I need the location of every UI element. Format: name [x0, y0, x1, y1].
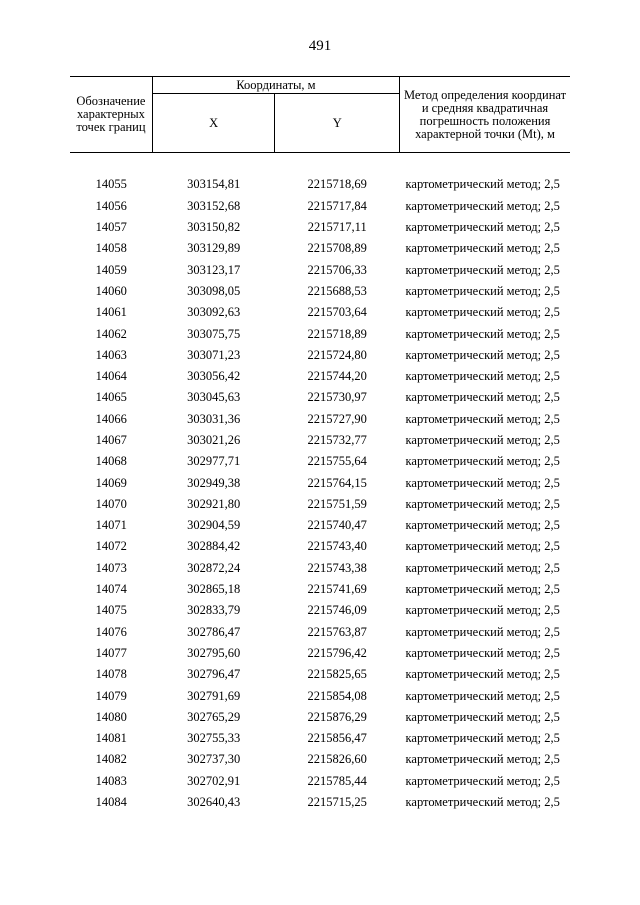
cell-y: 2215740,47 [307, 518, 367, 533]
cell-point: 14070 [95, 496, 127, 511]
cell-x: 303129,89 [187, 241, 241, 256]
table-row [70, 366, 570, 387]
table-row [70, 302, 570, 323]
cell-x: 303045,63 [187, 390, 241, 405]
cell-x: 303031,36 [187, 411, 241, 426]
table-row [70, 536, 570, 557]
cell-point: 14064 [95, 369, 127, 384]
header-coords-group: Координаты, м [152, 77, 399, 94]
cell-x: 303123,17 [187, 262, 241, 277]
cell-point: 14075 [95, 603, 127, 618]
cell-x: 303152,68 [187, 198, 241, 213]
cell-method: картометрический метод; 2,5 [405, 773, 560, 788]
cell-method: картометрический метод; 2,5 [405, 688, 560, 703]
table-row [70, 259, 570, 280]
table-row [70, 196, 570, 217]
cell-x: 302640,43 [187, 795, 241, 810]
cell-y: 2215718,69 [307, 177, 367, 192]
table-row [70, 387, 570, 408]
cell-point: 14062 [95, 326, 127, 341]
cell-x: 303154,81 [187, 177, 241, 192]
cell-point: 14079 [95, 688, 127, 703]
cell-y: 2215717,11 [307, 220, 367, 235]
cell-method: картометрический метод; 2,5 [405, 709, 560, 724]
table-row [70, 579, 570, 600]
cell-method: картометрический метод; 2,5 [405, 560, 560, 575]
header-x: X [152, 94, 275, 153]
cell-y: 2215876,29 [307, 709, 367, 724]
cell-method: картометрический метод; 2,5 [405, 731, 560, 746]
table-row [70, 664, 570, 685]
cell-method: картометрический метод; 2,5 [405, 667, 560, 682]
cell-x: 302755,33 [187, 731, 241, 746]
cell-y: 2215706,33 [307, 262, 367, 277]
cell-x: 303150,82 [187, 220, 241, 235]
cell-x: 302833,79 [187, 603, 241, 618]
cell-y: 2215826,60 [307, 752, 367, 767]
cell-y: 2215744,20 [307, 369, 367, 384]
cell-method: картометрический метод; 2,5 [405, 411, 560, 426]
table-row [70, 749, 570, 770]
cell-method: картометрический метод; 2,5 [405, 241, 560, 256]
cell-point: 14056 [95, 198, 127, 213]
cell-x: 303056,42 [187, 369, 241, 384]
cell-point: 14066 [95, 411, 127, 426]
cell-method: картометрический метод; 2,5 [405, 369, 560, 384]
cell-point: 14057 [95, 220, 127, 235]
header-y: Y [275, 94, 400, 153]
table-row [70, 217, 570, 238]
cell-point: 14077 [95, 645, 127, 660]
cell-point: 14076 [95, 624, 127, 639]
table-body [70, 153, 570, 814]
cell-method: картометрический метод; 2,5 [405, 624, 560, 639]
cell-x: 303021,26 [187, 433, 241, 447]
table-row [70, 472, 570, 493]
table-row [70, 558, 570, 579]
cell-method: картометрический метод; 2,5 [405, 326, 560, 341]
cell-y: 2215764,15 [307, 475, 367, 490]
table-row [70, 728, 570, 749]
cell-point: 14067 [95, 433, 127, 447]
cell-x: 302786,47 [187, 624, 241, 639]
cell-x: 302921,80 [187, 496, 241, 511]
cell-x: 302737,30 [187, 752, 241, 767]
table-row [70, 600, 570, 621]
cell-method: картометрический метод; 2,5 [405, 645, 560, 660]
cell-point: 14078 [95, 667, 127, 682]
cell-point: 14059 [95, 262, 127, 277]
cell-x: 302884,42 [187, 539, 241, 554]
cell-y: 2215724,80 [307, 347, 367, 362]
cell-point: 14061 [95, 305, 127, 320]
table-row [70, 494, 570, 515]
cell-point: 14074 [95, 582, 127, 597]
cell-point: 14082 [95, 752, 127, 767]
cell-point: 14071 [95, 518, 127, 533]
cell-y: 2215755,64 [307, 454, 367, 469]
table-row [70, 451, 570, 472]
table-row [70, 792, 570, 813]
cell-x: 303092,63 [187, 305, 241, 320]
cell-y: 2215854,08 [307, 688, 367, 703]
cell-x: 302872,24 [187, 560, 241, 575]
table-row [70, 622, 570, 643]
cell-y: 2215825,65 [307, 667, 367, 682]
table-header [70, 77, 570, 153]
cell-y: 2215717,84 [307, 198, 367, 213]
table-row [70, 430, 570, 451]
cell-x: 303071,23 [187, 347, 241, 362]
cell-point: 14073 [95, 560, 127, 575]
cell-method: картометрический метод; 2,5 [405, 582, 560, 597]
cell-point: 14081 [95, 731, 127, 746]
cell-y: 2215708,89 [307, 241, 367, 256]
cell-y: 2215743,38 [307, 560, 367, 575]
table-row [70, 323, 570, 344]
cell-method: картометрический метод; 2,5 [405, 454, 560, 469]
table-row [70, 345, 570, 366]
table-row [70, 707, 570, 728]
cell-method: картометрический метод; 2,5 [405, 752, 560, 767]
table-row [70, 238, 570, 259]
cell-point: 14060 [95, 283, 127, 298]
cell-y: 2215732,77 [307, 433, 367, 447]
cell-x: 302904,59 [187, 518, 241, 533]
cell-x: 302791,69 [187, 688, 241, 703]
cell-method: картометрический метод; 2,5 [405, 603, 560, 618]
table-row [70, 515, 570, 536]
cell-y: 2215688,53 [307, 283, 367, 298]
cell-point: 14065 [95, 390, 127, 405]
cell-y: 2215727,90 [307, 411, 367, 426]
cell-method: картометрический метод; 2,5 [405, 283, 560, 298]
cell-x: 302865,18 [187, 582, 241, 597]
cell-x: 302796,47 [187, 667, 241, 682]
cell-method: картометрический метод; 2,5 [405, 518, 560, 533]
cell-method: картометрический метод; 2,5 [405, 433, 560, 447]
cell-x: 303075,75 [187, 326, 241, 341]
cell-y: 2215763,87 [307, 624, 367, 639]
cell-point: 14058 [95, 241, 127, 256]
cell-x: 302795,60 [187, 645, 241, 660]
cell-point: 14063 [95, 347, 127, 362]
cell-point: 14055 [95, 177, 127, 192]
table-row [70, 685, 570, 706]
cell-y: 2215741,69 [307, 582, 367, 597]
cell-method: картометрический метод; 2,5 [405, 305, 560, 320]
cell-point: 14083 [95, 773, 127, 788]
page-number: 491 [308, 38, 332, 54]
cell-point: 14080 [95, 709, 127, 724]
cell-method: картометрический метод; 2,5 [405, 347, 560, 362]
cell-y: 2215730,97 [307, 390, 367, 405]
table-row [70, 771, 570, 792]
cell-y: 2215796,42 [307, 645, 367, 660]
cell-point: 14072 [95, 539, 127, 554]
table-row [70, 643, 570, 664]
cell-point: 14084 [95, 795, 127, 810]
header-point: Обозначение характерных точек границ [70, 77, 152, 153]
cell-y: 2215746,09 [307, 603, 367, 618]
cell-method: картометрический метод; 2,5 [405, 539, 560, 554]
cell-method: картометрический метод; 2,5 [405, 795, 560, 810]
cell-y: 2215718,89 [307, 326, 367, 341]
cell-y: 2215743,40 [307, 539, 367, 554]
cell-point: 14069 [95, 475, 127, 490]
cell-x: 302949,38 [187, 475, 241, 490]
cell-method: картометрический метод; 2,5 [405, 177, 560, 192]
cell-x: 303098,05 [187, 283, 241, 298]
cell-x: 302765,29 [187, 709, 241, 724]
cell-method: картометрический метод; 2,5 [405, 475, 560, 490]
table-row [70, 174, 570, 195]
table-row [70, 409, 570, 430]
cell-y: 2215751,59 [307, 496, 367, 511]
cell-method: картометрический метод; 2,5 [405, 220, 560, 235]
cell-x: 302702,91 [187, 773, 241, 788]
cell-method: картометрический метод; 2,5 [405, 390, 560, 405]
coordinates-table [70, 76, 570, 813]
cell-method: картометрический метод; 2,5 [405, 262, 560, 277]
cell-method: картометрический метод; 2,5 [405, 198, 560, 213]
cell-y: 2215703,64 [307, 305, 367, 320]
header-method: Метод определения координат и средняя квадратичная погрешность положения характерной точки (Mt), м [400, 77, 570, 153]
cell-point: 14068 [95, 454, 127, 469]
table-row [70, 281, 570, 302]
cell-y: 2215715,25 [307, 795, 367, 810]
cell-method: картометрический метод; 2,5 [405, 496, 560, 511]
cell-y: 2215856,47 [307, 731, 367, 746]
cell-y: 2215785,44 [307, 773, 367, 788]
cell-x: 302977,71 [187, 454, 241, 469]
